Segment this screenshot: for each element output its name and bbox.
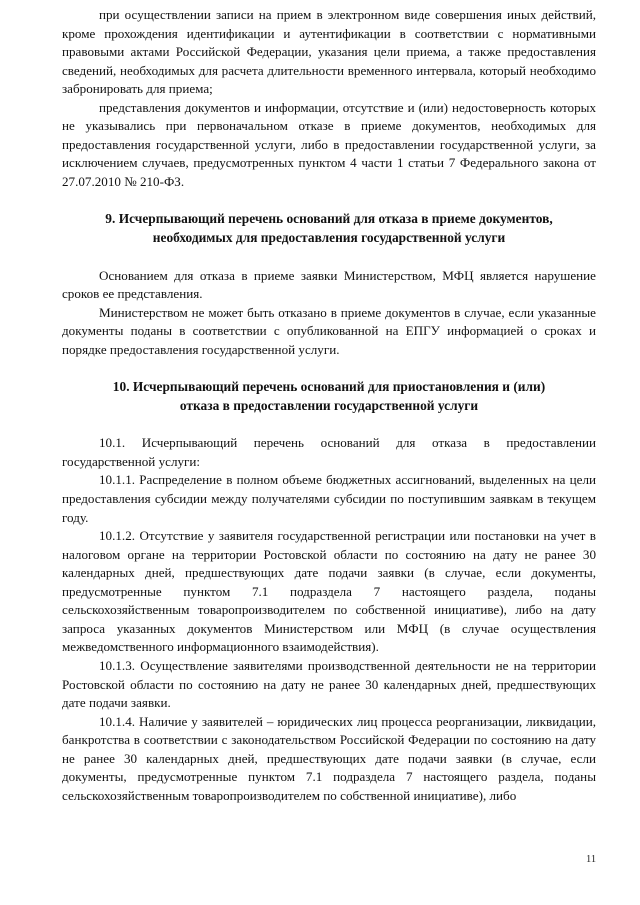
section-9-heading	[62, 210, 596, 247]
spacer	[62, 191, 596, 210]
section-9-paragraph: Основанием для отказа в приеме заявки Министерством, МФЦ является нарушение сроков ее представления.	[62, 267, 596, 302]
section-10-heading	[62, 378, 596, 415]
spacer	[62, 359, 596, 378]
clause-10-1-1: 10.1.1. Распределение в полном объеме бюджетных ассигнований, выделенных на цели предоставления субсидии между получателями субсидии по поступившим заявкам в текущем году.	[62, 472, 596, 525]
document-page	[62, 6, 596, 805]
spacer	[62, 248, 596, 267]
section-9-paragraph: Министерством не может быть отказано в приеме документов в случае, если указанные документы поданы в соответствии с опубликованной на ЕПГУ информацией о сроках и порядке предоставления государственной услуги.	[62, 304, 596, 357]
clause-10-1-2: 10.1.2. Отсутствие у заявителя государственной регистрации или постановки на учет в налоговом органе на территории Ростовской области по состоянию на дату не ранее 30 календарных дней, предшествующих дате подачи заявки (в случае, если документы, предусмотренные пунктом 7.1 подраздела 7 настоящего раздела, поданы сельскохозяйственным товаропроизводителем по собственной инициативе), либо на дату запроса указанных документов Министерством или МФЦ (в случае осуществления межведомственного информационного взаимодействия).	[62, 528, 596, 655]
paragraph: представления документов и информации, отсутствие и (или) недостоверность которых не указывались при первоначальном отказе в приеме документов, необходимых для предоставления государственной услуги, либо в предоставлении государственной услуги, за исключением случаев, предусмотренных пунктом 4 части 1 статьи 7 Федерального закона от 27.07.2010 № 210-ФЗ.	[62, 99, 596, 189]
section-9-heading-line-2: необходимых для предоставления государственной услуги	[152, 230, 506, 246]
section-10-heading-line-2: отказа в предоставлении государственной услуги	[179, 397, 479, 413]
clause-10-1-3: 10.1.3. Осуществление заявителями производственной деятельности не на территории Ростовской области по состоянию на дату не ранее 30 календарных дней, предшествующих дате подачи заявки.	[62, 657, 596, 711]
section-10-heading-line-1: 10. Исчерпывающий перечень оснований для приостановления и (или)	[112, 379, 546, 395]
section-9-heading-line-1: 9. Исчерпывающий перечень оснований для отказа в приеме документов,	[105, 211, 553, 227]
clause-10-1: 10.1. Исчерпывающий перечень оснований для отказа в предоставлении государственной услуги:	[62, 435, 596, 469]
spacer	[62, 415, 596, 434]
page-number: 11	[586, 854, 597, 865]
paragraph-continuation: при осуществлении записи на прием в электронном виде совершения иных действий, кроме прохождения идентификации и аутентификации в соответствии с нормативными правовыми актами Российской Федерации, указания цели приема, а также предоставления сведений, необходимых для расчета длительности временного интервала, который необходимо забронировать для приема;	[62, 7, 596, 97]
clause-10-1-4: 10.1.4. Наличие у заявителей – юридических лиц процесса реорганизации, ликвидации, банкротства в соответствии с законодательством Российской Федерации по состоянию на дату не ранее 30 календарных дней, предшествующих дате подачи заявки (в случае, если документы, предусмотренные пунктом 7.1 подраздела 7 настоящего раздела, поданы сельскохозяйственным товаропроизводителем по собственной инициативе), либо	[62, 713, 596, 803]
